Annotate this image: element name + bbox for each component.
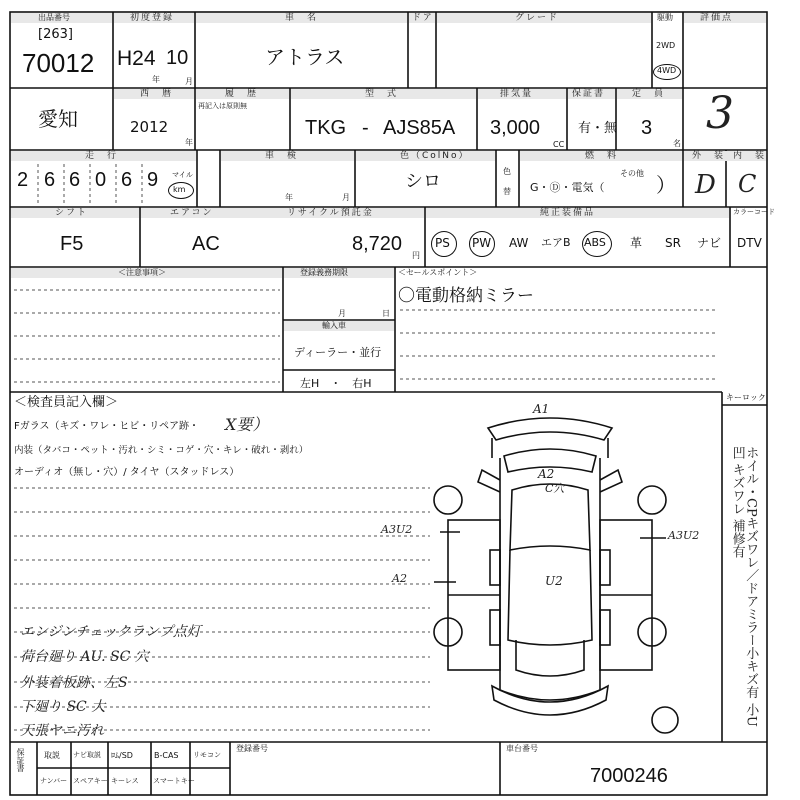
mileage-digit: 6 <box>44 169 56 191</box>
lot-label: 出品番号 <box>38 13 70 22</box>
inspection-title: ＜検査員記入欄＞ <box>14 395 119 410</box>
fuel-other: その他 <box>620 169 644 178</box>
caution-label: ＜注意事項＞ <box>118 268 166 277</box>
sales-point: 〇電動格納ミラー <box>398 286 534 305</box>
import-label: 輸入車 <box>322 321 346 330</box>
recycle-amount: 8,720 <box>352 233 403 255</box>
color-label: 色（ColNo） <box>400 151 470 161</box>
inspection-label: 車 検 <box>265 151 299 161</box>
reg-number-label: 登録番号 <box>236 744 268 753</box>
side-notes: ホイル・CPキズワレ／ドアミラー小キズ有 小U凹 キズワレ 補修有 <box>729 446 759 727</box>
footer-label: 取説 <box>44 751 60 760</box>
footer-label: ナビ取説 <box>73 751 101 759</box>
fuel-close: ） <box>656 175 676 197</box>
color-code-label: カラーコード <box>733 208 775 216</box>
interior-grade: C <box>738 170 757 198</box>
footer-label: キーレス <box>111 777 139 785</box>
equipment-aw: AW <box>509 236 529 250</box>
exterior-label: 外 装 <box>692 151 726 161</box>
type-dash: - <box>362 117 369 139</box>
handwritten-note: 外装着板跡、左S <box>20 675 128 691</box>
mileage-digit: 0 <box>95 169 107 191</box>
km-label: km <box>173 185 186 194</box>
history-sub: 再記入は原則無 <box>198 102 247 110</box>
register-day: 日 <box>382 309 390 318</box>
mile-label: マイル <box>172 171 193 179</box>
type-code: AJS85A <box>383 117 456 139</box>
inspection-month: 月 <box>342 193 350 202</box>
shift-value: F5 <box>60 233 84 255</box>
warranty-label: 保証書 <box>572 89 606 99</box>
equipment-abs: ABS <box>584 236 606 249</box>
fuel-label: 燃 料 <box>585 151 619 161</box>
displacement-value: 3,000 <box>490 117 541 139</box>
mileage-digit: 2 <box>17 169 29 191</box>
vin-label: 車台番号 <box>506 744 538 753</box>
steering-option: 左H ・ 右H <box>300 377 372 390</box>
drive-label: 駆動 <box>657 13 673 22</box>
mileage-digit: 6 <box>69 169 81 191</box>
mark-a3u2-right: A3U2 <box>668 529 700 542</box>
handwritten-note: 下廻り SC 大 <box>20 699 106 715</box>
type-label: 型 式 <box>365 89 399 99</box>
western-year-label: 西 暦 <box>140 89 174 99</box>
mileage-digit: 9 <box>147 169 159 191</box>
equipment-ps: PS <box>435 236 450 250</box>
mark-u2: U2 <box>545 574 563 588</box>
western-year-kanji: 年 <box>185 138 193 147</box>
aircon-label: エアコン <box>170 208 214 218</box>
equipment-leather: 革 <box>630 236 643 250</box>
interior-line: 内装（タバコ・ペット・汚れ・シミ・コゲ・穴・キレ・破れ・剥れ） <box>14 445 309 456</box>
car-diagram <box>420 400 680 740</box>
mileage-digit: 6 <box>121 169 133 191</box>
color-change-2: 替 <box>503 187 511 196</box>
history-label: 履 歴 <box>225 89 259 99</box>
era-year: H24 <box>117 47 156 70</box>
mark-c-hole: C穴 <box>545 482 565 495</box>
type-prefix: TKG <box>305 117 347 139</box>
footer-label: ナンバー <box>40 777 68 785</box>
register-label: 登録義務期限 <box>300 268 348 277</box>
drive-4wd: 4WD <box>657 66 677 75</box>
mark-a1: A1 <box>533 402 550 416</box>
handwritten-note: 荷台廻り AU. SC 穴 <box>20 649 149 665</box>
audio-line: オーディオ（無し・穴）/ タイヤ（スタッドレス） <box>14 467 240 478</box>
equipment-navi: ナビ <box>697 236 722 250</box>
mark-a3u2-left: A3U2 <box>381 523 413 536</box>
mileage-label: 走 行 <box>85 151 119 161</box>
score-value: 3 <box>706 88 734 139</box>
month-kanji: 月 <box>185 77 193 86</box>
model-label: 車 名 <box>285 13 319 23</box>
equipment-sr: SR <box>665 236 681 250</box>
mark-a2-top: A2 <box>538 467 555 481</box>
interior-label: 内 装 <box>733 151 767 161</box>
footer-label: スマートキー <box>153 777 195 785</box>
cc-unit: CC <box>553 140 565 149</box>
sales-point-label: ＜セールスポイント＞ <box>398 268 478 277</box>
handwritten-note: エンジンチェックランプ点灯 <box>20 624 201 640</box>
person-kanji: 名 <box>673 139 681 148</box>
equipment-pw: PW <box>472 236 492 250</box>
western-year: 2012 <box>130 118 169 136</box>
keylock-label: キーロック <box>726 393 766 402</box>
grade-label: グレード <box>515 13 560 23</box>
displacement-label: 排気量 <box>500 89 534 99</box>
equipment-dtv: DTV <box>737 236 762 250</box>
door-label: ドア <box>412 13 434 23</box>
shift-label: シフト <box>55 208 89 218</box>
fuel-options: G・Ⓓ・電気（ <box>530 181 605 194</box>
lot-sub: [263] <box>38 27 73 42</box>
recycle-label: リサイクル預託金 <box>287 208 374 218</box>
equipment-label: 純正装備品 <box>540 208 596 218</box>
color-change-1: 色 <box>503 167 511 176</box>
mark-a2-left: A2 <box>392 572 407 585</box>
footer-side-1: 保証書 <box>16 748 25 772</box>
color-value: シロ <box>405 171 441 191</box>
warranty-value: 有・無 <box>578 121 618 136</box>
glass-line: Fガラス（キズ・ワレ・ヒビ・リペア跡・ <box>14 421 200 432</box>
equipment-airbag: エアB <box>541 236 571 249</box>
dealer-option: ディーラー・並行 <box>294 346 382 359</box>
handwritten-note: 天張ヤニ汚れ <box>20 723 104 739</box>
footer-label: リモコン <box>193 751 221 759</box>
inspection-year: 年 <box>285 193 293 202</box>
glass-mark: X要） <box>225 415 269 434</box>
reg-month: 10 <box>166 47 189 69</box>
model-name: アトラス <box>265 47 345 69</box>
capacity-value: 3 <box>641 117 653 139</box>
exterior-grade: D <box>695 170 716 200</box>
footer-label: スペアキー <box>73 777 108 785</box>
first-reg-label: 初度登録 <box>130 13 175 23</box>
lot-number: 70012 <box>22 48 95 78</box>
vin-value: 7000246 <box>590 765 668 787</box>
footer-label: B-CAS <box>154 751 179 760</box>
aircon-value: AC <box>192 233 220 255</box>
register-month: 月 <box>338 309 346 318</box>
footer-label: ﾛﾑ/SD <box>111 751 133 760</box>
yen-unit: 円 <box>412 251 420 260</box>
capacity-label: 定 員 <box>632 89 666 99</box>
year-kanji: 年 <box>152 75 160 84</box>
score-label: 評価点 <box>700 13 734 23</box>
region: 愛知 <box>38 109 78 131</box>
drive-2wd: 2WD <box>656 41 676 50</box>
